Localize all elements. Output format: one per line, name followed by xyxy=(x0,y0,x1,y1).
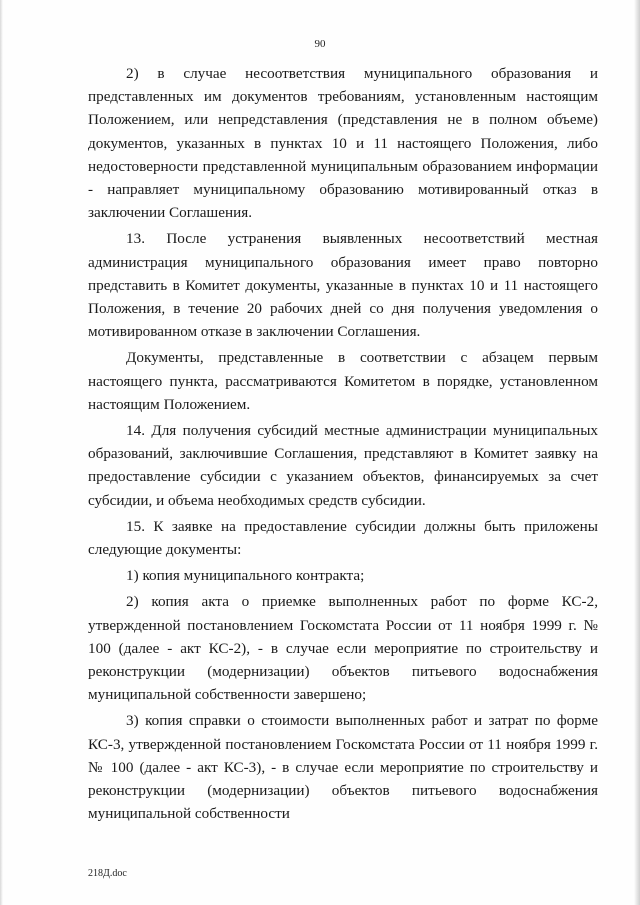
document-body xyxy=(88,62,598,826)
paragraph: 14. Для получения субсидий местные администрации муниципальных образований, заключившие Соглашения, представляют в Комитет заявку на предоставление субсидии с указанием объектов, финансируемых за счет субсидии, и объема необходимых средств субсидии. xyxy=(88,422,598,509)
paragraph: 13. После устранения выявленных несоответствий местная администрация муниципального образования имеет право повторно представить в Комитет документы, указанные в пунктах 10 и 11 настоящего Положения, в течение 20 рабочих дней со дня получения уведомления о мотивированном отказе в заключении Соглашения. xyxy=(88,230,598,341)
scan-edge-right xyxy=(634,0,640,905)
list-item: 1) копия муниципального контракта; xyxy=(126,567,365,585)
paragraph: 15. К заявке на предоставление субсидии должны быть приложены следующие документы: xyxy=(88,517,598,559)
list-item: 3) копия справки о стоимости выполненных работ и затрат по форме КС-3, утвержденной постановлением Госкомстата России от 11 ноября 1999 г. № 100 (далее - акт КС-3), - в случае если мероприятие по строительству и реконструкции (модернизации) объектов питьевого водоснабжения муниципальной собственности xyxy=(88,712,598,823)
list-item: 2) копия акта о приемке выполненных работ по форме КС-2, утвержденной постановлением Госкомстата России от 11 ноября 1999 г. № 100 (далее - акт КС-2), - в случае если мероприятие по строительству и реконструкции (модернизации) объектов питьевого водоснабжения муниципальной собственности завершено; xyxy=(88,593,598,704)
paragraph: 2) в случае несоответствия муниципального образования и представленных им документов требованиям, установленным настоящим Положением, или непредставления (представления не в полном объеме) документов, указанных в пунктах 10 и 11 настоящего Положения, либо недостоверности представленной муниципальным образованием информации - направляет муниципальному образованию мотивированный отказ в заключении Соглашения. xyxy=(88,65,598,222)
scan-edge-left xyxy=(0,0,3,905)
paragraph: Документы, представленные в соответствии с абзацем первым настоящего пункта, рассматриваются Комитетом в порядке, установленном настоящим Положением. xyxy=(88,349,598,413)
page-number: 90 xyxy=(314,38,326,50)
footer-filename: 218Д.doc xyxy=(88,868,127,879)
